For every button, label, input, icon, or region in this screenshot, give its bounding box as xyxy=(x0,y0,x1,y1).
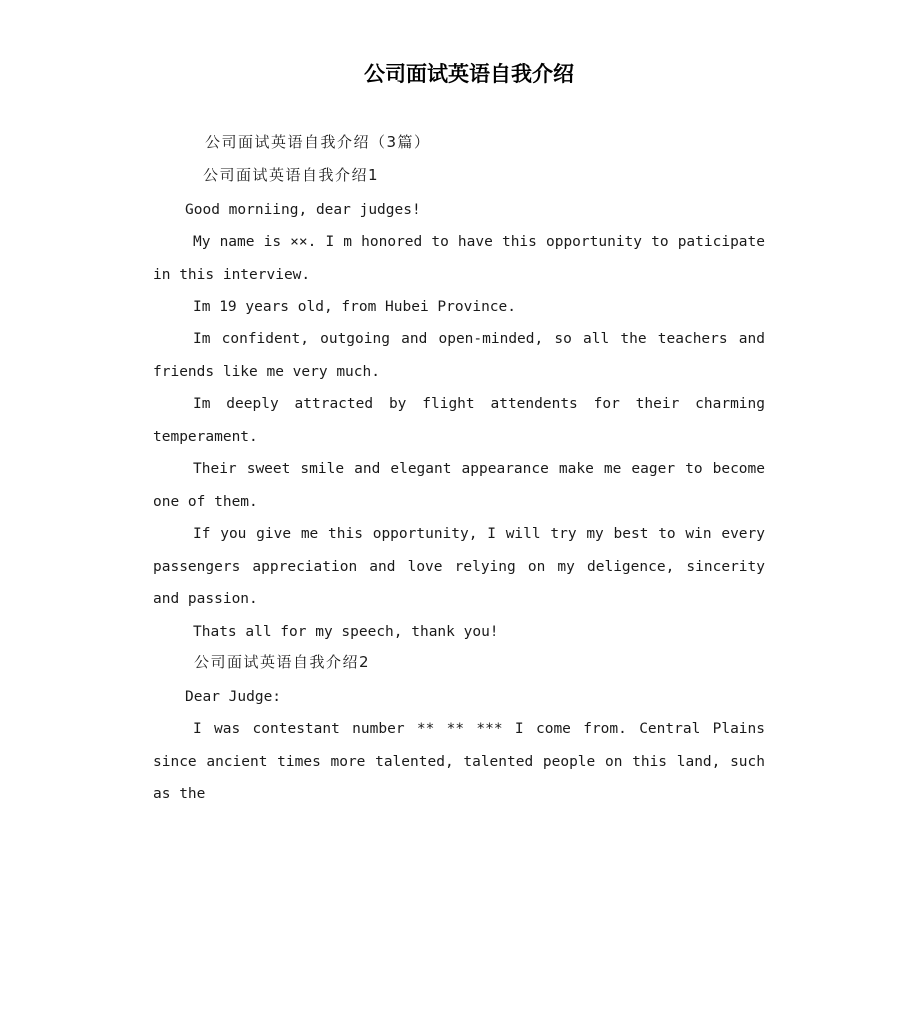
document-title: 公司面试英语自我介绍 xyxy=(364,62,574,86)
section-1-paragraph-6: If you give me this opportunity, I will try my best to win every passengers appreciation and love relying on my deligence, sincerity and passion. xyxy=(153,526,765,607)
document-subtitle: 公司面试英语自我介绍（3篇） xyxy=(205,133,431,151)
section-2-heading: 公司面试英语自我介绍2 xyxy=(194,653,371,671)
section-1-paragraph-1: My name is ××. I m honored to have this opportunity to paticipate in this interview. xyxy=(153,234,765,283)
section-1-paragraph-7: Thats all for my speech, thank you! xyxy=(193,624,499,640)
section-1-paragraph-3: Im confident, outgoing and open-minded, so all the teachers and friends like me very much. xyxy=(153,331,765,380)
section-1-greeting: Good morniing, dear judges! xyxy=(185,202,421,218)
section-1-heading: 公司面试英语自我介绍1 xyxy=(203,166,380,184)
section-1-paragraph-5: Their sweet smile and elegant appearance make me eager to become one of them. xyxy=(153,461,765,510)
section-1-paragraph-4: Im deeply attracted by flight attendents for their charming temperament. xyxy=(153,396,765,445)
section-2-greeting: Dear Judge: xyxy=(185,689,282,705)
section-1-paragraph-2: Im 19 years old, from Hubei Province. xyxy=(193,299,517,315)
section-2-paragraph-1: I was contestant number ** ** *** I come from. Central Plains since ancient times more talented, talented people on this land, such as the xyxy=(153,721,765,802)
